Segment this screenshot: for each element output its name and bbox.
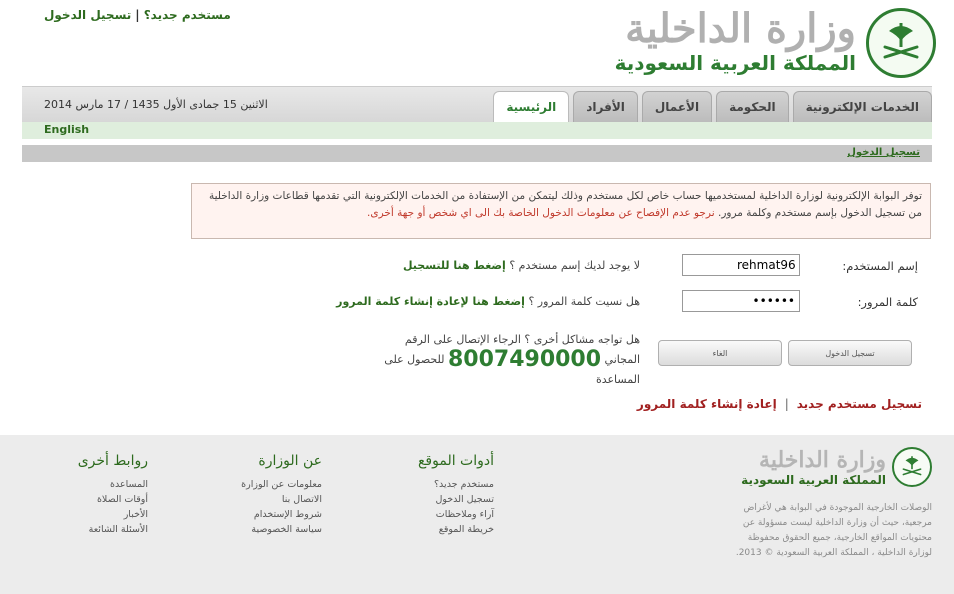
forgot-text: هل نسيت كلمة المرور ؟ <box>528 295 640 308</box>
footer-ministry-name: وزارة الداخلية <box>759 447 886 473</box>
footer-link-terms[interactable]: شروط الإستخدام <box>253 509 322 520</box>
login-button[interactable]: تسجيل الدخول <box>788 340 912 366</box>
password-label: كلمة المرور: <box>857 295 918 309</box>
current-date: الاثنين 15 جمادى الأول 1435 / 17 مارس 2014 <box>44 98 268 111</box>
phone-line <box>344 347 640 390</box>
about-title: عن الوزارة <box>258 453 322 469</box>
footer-link-faq[interactable]: الأسئلة الشائعة <box>88 524 148 535</box>
footer-about <box>241 453 322 537</box>
username-input[interactable] <box>682 254 800 276</box>
register-here-link[interactable]: إضغط هنا للتسجيل <box>402 259 506 272</box>
new-user-link[interactable]: مستخدم جديد؟ <box>143 8 231 22</box>
footer-site-tools <box>418 453 494 537</box>
other-links-title: روابط أخرى <box>77 453 148 469</box>
phone-number: 8007490000 <box>447 347 602 372</box>
free-label: المجاني <box>604 353 640 366</box>
register-new-user-link[interactable]: تسجيل مستخدم جديد <box>796 397 922 411</box>
english-link[interactable]: English <box>44 123 90 136</box>
tab-business[interactable]: الأعمال <box>642 91 712 122</box>
ministry-emblem-icon <box>866 8 936 78</box>
footer-link-sitemap[interactable]: خريطة الموقع <box>438 524 494 535</box>
footer-link-prayer-times[interactable]: أوقات الصلاة <box>96 494 148 505</box>
footer-link-privacy[interactable]: سياسة الخصوصية <box>251 524 322 535</box>
site-brand[interactable] <box>615 6 856 74</box>
forgot-password-hint <box>336 295 640 308</box>
footer-link-feedback[interactable]: آراء وملاحظات <box>435 509 494 520</box>
footer-other-links <box>78 453 148 537</box>
footer-kingdom-name: المملكة العربية السعودية <box>741 473 886 487</box>
tab-government[interactable]: الحكومة <box>716 91 788 122</box>
site-tools-title: أدوات الموقع <box>417 453 494 469</box>
no-user-text: لا يوجد لديك إسم مستخدم ؟ <box>509 259 640 272</box>
footer-link-new-user[interactable]: مستخدم جديد؟ <box>434 479 494 490</box>
kingdom-name: المملكة العربية السعودية <box>614 51 856 75</box>
footer-link-help[interactable]: المساعدة <box>109 479 148 490</box>
footer-brand <box>741 447 886 487</box>
reset-password-link[interactable]: إضغط هنا لإعادة إنشاء كلمة المرور <box>336 295 525 308</box>
breadcrumb <box>22 145 932 162</box>
footer <box>0 435 954 594</box>
bottom-links <box>637 397 922 411</box>
cancel-button[interactable]: الغاء <box>658 340 782 366</box>
notice-warning: نرجو عدم الإفصاح عن معلومات الدخول الخاصة بك الى اي شخص أو جهة أخرى. <box>367 207 715 219</box>
footer-link-contact[interactable]: الاتصال بنا <box>281 494 322 505</box>
password-input[interactable] <box>682 290 800 312</box>
footer-link-news[interactable]: الأخبار <box>123 509 148 520</box>
notice-text: توفر البوابة الإلكترونية لوزارة الداخلية لمستخدميها حساب خاص لكل مستخدم وذلك ليتمكن من الإستفادة من الخدمات الإلكترونية التي تقدمها قطاعات وزارة الداخلية من تسجيل الدخول بإسم مستخدم وكلمة مرور. <box>208 190 922 219</box>
reset-password-bottom-link[interactable]: إعادة إنشاء كلمة المرور <box>636 397 777 411</box>
language-bar <box>22 122 932 139</box>
contact-info <box>344 330 640 390</box>
tab-eservices[interactable]: الخدمات الإلكترونية <box>793 91 932 122</box>
header <box>0 0 954 86</box>
footer-emblem-icon <box>892 447 932 487</box>
no-user-hint <box>403 259 640 272</box>
separator: | <box>135 8 140 22</box>
login-link[interactable]: تسجيل الدخول <box>44 8 132 22</box>
separator: | <box>784 397 789 411</box>
tab-home[interactable]: الرئيسية <box>493 91 569 122</box>
problems-text: هل تواجه مشاكل أخرى ؟ الرجاء الإتصال على الرقم <box>404 333 640 346</box>
info-notice <box>191 183 931 239</box>
main-navigation <box>22 86 932 122</box>
breadcrumb-login[interactable]: تسجيل الدخول <box>847 147 920 158</box>
tab-individuals[interactable]: الأفراد <box>573 91 638 122</box>
nav-tabs <box>493 91 932 122</box>
ministry-name: وزارة الداخلية <box>625 5 856 52</box>
footer-disclaimer: الوصلات الخارجية الموجودة في البوابة هي لأغراض مرجعية، حيث أن وزارة الداخلية ليست مسؤولة عن محتويات المواقع الخارجية، جميع الحقوق محفوظة لوزارة الداخلية ، المملكة العربية السعودية © 2013. <box>735 503 932 558</box>
user-links <box>44 8 231 22</box>
footer-link-about-ministry[interactable]: معلومات عن الوزارة <box>241 479 322 490</box>
help-text: للحصول على المساعدة <box>384 353 640 386</box>
footer-link-login[interactable]: تسجيل الدخول <box>435 494 494 505</box>
username-label: إسم المستخدم: <box>842 259 918 273</box>
